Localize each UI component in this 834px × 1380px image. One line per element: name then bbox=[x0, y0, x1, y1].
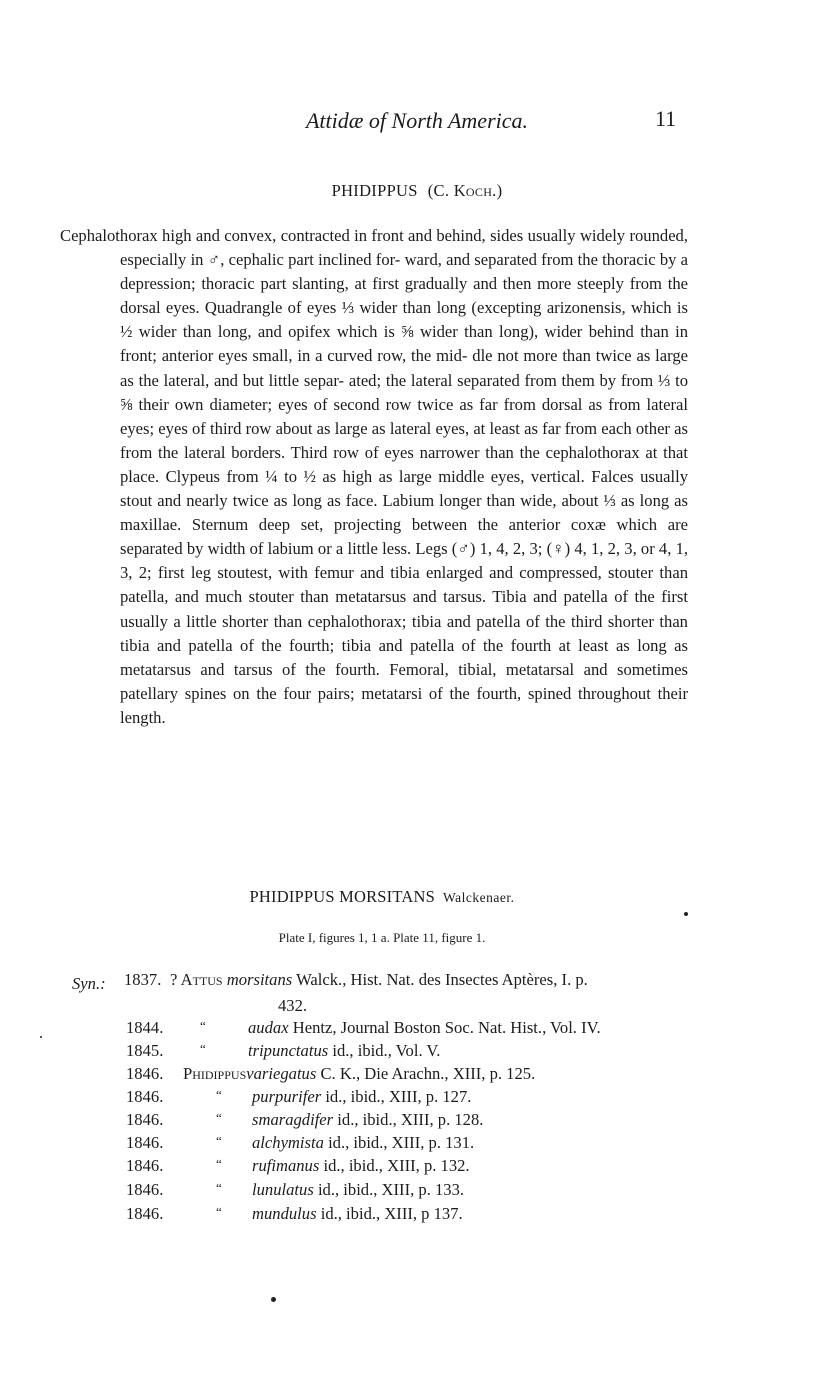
ink-speck bbox=[40, 1036, 42, 1038]
species-epithet: audax bbox=[248, 1018, 289, 1037]
description-line: narrower than the cephalothorax at that place. Clypeus from ¼ to bbox=[120, 442, 688, 486]
description-line: far from each other as from the lateral borders. Third row of eyes bbox=[120, 418, 688, 462]
ink-speck bbox=[684, 912, 688, 916]
synonym-year: 1845. bbox=[126, 1041, 164, 1060]
synonym-year: 1846. bbox=[126, 1110, 164, 1129]
species-epithet: tripunctatus bbox=[248, 1041, 329, 1060]
ditto-mark: “ bbox=[216, 1110, 222, 1125]
citation: id., ibid., XIII, p. 127. bbox=[325, 1087, 472, 1106]
description-line: is ½ wider than long, and opifex which is ⅝ wider than long), wider bbox=[120, 298, 688, 342]
species-epithet: purpurifer bbox=[252, 1087, 322, 1106]
description-line: Cephalothorax high and convex, contracted in front and behind, sides bbox=[60, 226, 524, 245]
description-line: slanting, at first gradually and then more steeply from the dorsal eyes. bbox=[120, 274, 688, 318]
genus-name: PHIDIPPUS bbox=[331, 181, 418, 200]
citation: id., ibid., XIII, p. 128. bbox=[337, 1110, 484, 1129]
plate-reference: Plate I, figures 1, 1 a. Plate 11, figure 1. bbox=[278, 930, 486, 945]
ditto-mark: “ bbox=[216, 1204, 222, 1219]
synonym-year: 1846. bbox=[126, 1156, 164, 1175]
ditto-mark: “ bbox=[216, 1156, 222, 1171]
description-line: Quadrangle of eyes ⅓ wider than long (excepting arizonensis, which bbox=[204, 298, 672, 318]
species-epithet: alchymista bbox=[252, 1133, 324, 1152]
description-line: ated; the lateral separated from them by from ⅓ to ⅝ their own bbox=[120, 370, 688, 414]
genus-author: (C. Koch.) bbox=[427, 181, 503, 200]
genus-name: Phidippus bbox=[183, 1064, 247, 1083]
description-line: stouter than metatarsus and tarsus. Tibia and patella of the first bbox=[248, 587, 688, 607]
species-epithet: smaragdifer bbox=[252, 1110, 334, 1129]
description-line: dle not more than twice as large as the lateral, and but little separ- bbox=[120, 346, 689, 390]
ink-speck bbox=[271, 1297, 276, 1302]
species-epithet: mundulus bbox=[252, 1204, 317, 1223]
description-line: four pairs; metatarsi of the fourth, spined throughout their length. bbox=[120, 683, 688, 727]
synonymy-label: Syn.: bbox=[72, 974, 106, 993]
description-line: Femoral, tibial, metatarsal and sometimes patellary spines on the bbox=[120, 659, 688, 703]
synonym-year: 1844. bbox=[126, 1018, 164, 1037]
citation: id., ibid., XIII, p. 131. bbox=[328, 1133, 475, 1152]
citation: id., ibid., XIII, p. 132. bbox=[323, 1156, 470, 1175]
ditto-mark: “ bbox=[216, 1087, 222, 1102]
citation: Hentz, Journal Boston Soc. Nat. Hist., Vol. IV. bbox=[292, 1018, 601, 1037]
description-line: long as maxillae. Sternum deep set, projecting between the anterior bbox=[120, 491, 688, 535]
citation: id., ibid., XIII, p 137. bbox=[320, 1204, 463, 1223]
synonym-year: 1837. bbox=[124, 970, 162, 989]
ditto-mark: “ bbox=[200, 1018, 206, 1033]
species-epithet: lunulatus bbox=[252, 1180, 314, 1199]
description-line: diameter; eyes of second row twice as far from dorsal as from lateral bbox=[209, 394, 688, 414]
species-author: Walckenaer. bbox=[442, 890, 515, 905]
page-number: 11 bbox=[655, 106, 677, 131]
genus-name: ? Attus bbox=[170, 970, 223, 989]
description-line: coxæ which are separated by width of labium or a little less. Legs bbox=[120, 515, 688, 559]
description-line: third shorter than tibia and patella of the fourth; tibia and patella of bbox=[120, 611, 688, 655]
ditto-mark: “ bbox=[200, 1041, 206, 1056]
description-line: eyes; eyes of third row about as large as lateral eyes, at least as bbox=[120, 418, 538, 438]
citation: 432. bbox=[278, 996, 308, 1015]
ditto-mark: “ bbox=[216, 1133, 222, 1148]
species-epithet: variegatus bbox=[246, 1064, 317, 1083]
description-line: nearly twice as long as face. Labium longer than wide, about ⅓ as bbox=[186, 491, 635, 511]
synonym-year: 1846. bbox=[126, 1064, 164, 1083]
synonym-year: 1846. bbox=[126, 1204, 164, 1223]
description-line: behind than in front; anterior eyes small, in a curved row, the mid- bbox=[120, 322, 689, 366]
species-heading bbox=[0, 887, 764, 907]
citation: id., ibid., XIII, p. 133. bbox=[317, 1180, 465, 1199]
citation: C. K., Die Arachn., XIII, p. 125. bbox=[320, 1064, 536, 1083]
running-title: Attidæ of North America. bbox=[305, 108, 529, 133]
description-line: usually widely rounded, especially in ♂, cephalic part inclined for- bbox=[120, 226, 688, 270]
ditto-mark: “ bbox=[216, 1180, 222, 1195]
synonym-year: 1846. bbox=[126, 1133, 164, 1152]
species-name: PHIDIPPUS MORSITANS bbox=[249, 887, 435, 906]
description-line: usually a little shorter than cephalothorax; tibia and patella of the bbox=[120, 611, 566, 631]
genus-heading bbox=[0, 181, 834, 201]
description-line: (♂) 1, 4, 2, 3; (♀) 4, 1, 2, 3, or 4, 1, 3, 2; first leg stoutest, with femur bbox=[120, 539, 689, 583]
description-line: ½ as high as large middle eyes, vertical. Falces usually stout and bbox=[120, 466, 689, 511]
synonym-year: 1846. bbox=[126, 1180, 164, 1199]
genus-description bbox=[60, 224, 689, 730]
species-epithet: rufimanus bbox=[252, 1156, 320, 1175]
description-line: ward, and separated from the thoracic by a depression; thoracic part bbox=[120, 250, 688, 294]
description-line: and tibia enlarged and compressed, stouter than patella, and much bbox=[120, 563, 688, 607]
synonym-year: 1846. bbox=[126, 1087, 164, 1106]
description-line: the fourth at least as long as metatarsus and tarsus of the fourth. bbox=[120, 635, 688, 679]
citation: id., ibid., Vol. V. bbox=[332, 1041, 441, 1060]
species-epithet: morsitans bbox=[226, 970, 293, 989]
citation: Walck., Hist. Nat. des Insectes Aptères, I. p. bbox=[296, 970, 588, 989]
